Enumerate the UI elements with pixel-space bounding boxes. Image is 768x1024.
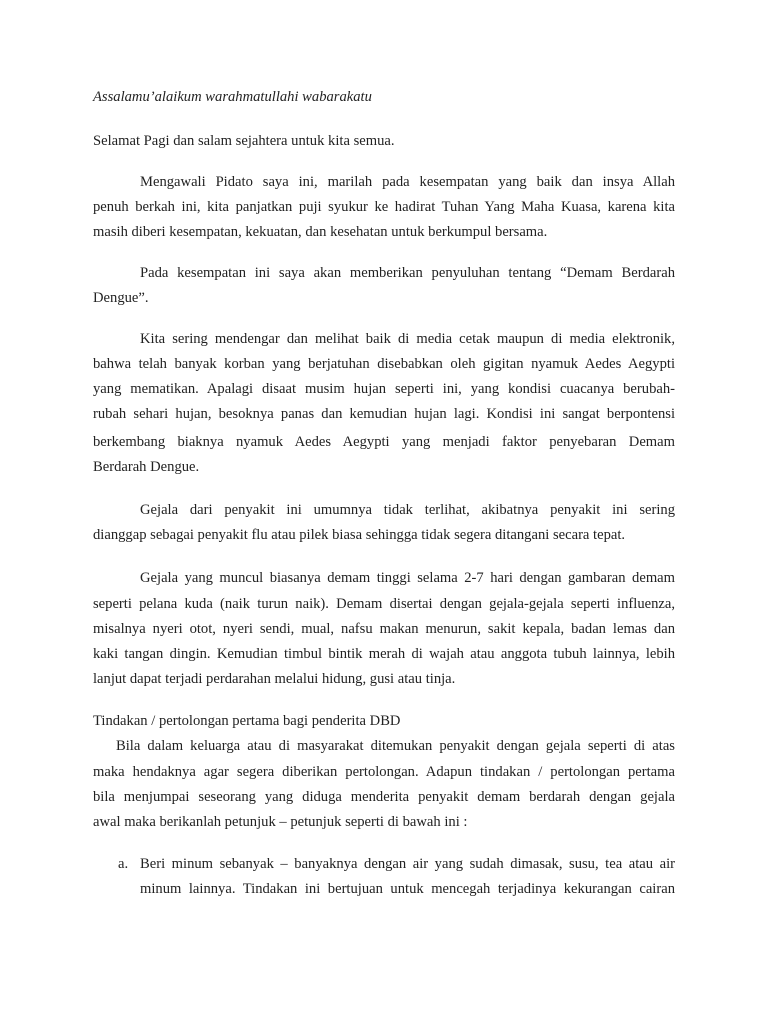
paragraph-4-line: Gejala dari penyakit ini umumnya tidak terlihat, akibatnya penyakit ini sering [140, 502, 675, 518]
paragraph-3-line: yang mematikan. Apalagi disaat musim hujan seperti ini, yang kondisi cuacanya berubah- [93, 381, 675, 397]
paragraph-6-line: awal maka berikanlah petunjuk – petunjuk seperti di bawah ini : [93, 814, 468, 830]
paragraph-2-line: Pada kesempatan ini saya akan memberikan penyuluhan tentang “Demam Berdarah [140, 265, 675, 281]
greeting: Assalamu’alaikum warahmatullahi wabarakatu [93, 89, 372, 105]
paragraph-5-line: lanjut dapat terjadi perdarahan melalui hidung, gusi atau tinja. [93, 671, 456, 687]
list-item-label: a. [118, 856, 129, 872]
paragraph-3-line: Berdarah Dengue. [93, 459, 200, 475]
paragraph-5-line: seperti pelana kuda (naik turun naik). Demam disertai dengan gejala-gejala seperti influenza, [93, 596, 675, 612]
paragraph-3-line: bahwa telah banyak korban yang berjatuhan disebabkan oleh gigitan nyamuk Aedes Aegypti [93, 356, 675, 372]
paragraph-6-line: Bila dalam keluarga atau di masyarakat ditemukan penyakit dengan gejala seperti di atas [116, 738, 675, 754]
paragraph-1-line: masih diberi kesempatan, kekuatan, dan kesehatan untuk berkumpul bersama. [93, 224, 548, 240]
paragraph-2-line: Dengue”. [93, 290, 149, 306]
salutation: Selamat Pagi dan salam sejahtera untuk kita semua. [93, 133, 395, 149]
paragraph-5-line: Gejala yang muncul biasanya demam tinggi selama 2-7 hari dengan gambaran demam [140, 570, 675, 586]
paragraph-1-line: Mengawali Pidato saya ini, marilah pada kesempatan yang baik dan insya Allah [140, 174, 675, 190]
paragraph-6-line: bila menjumpai seseorang yang diduga menderita penyakit demam berdarah dengan gejala [93, 789, 675, 805]
paragraph-5-line: misalnya nyeri otot, nyeri sendi, mual, nafsu makan menurun, sakit kepala, badan lemas dan [93, 621, 675, 637]
section-heading: Tindakan / pertolongan pertama bagi penderita DBD [93, 713, 401, 729]
paragraph-5-line: kaki tangan dingin. Kemudian timbul bintik merah di wajah atau anggota tubuh lainnya, lebih [93, 646, 675, 662]
paragraph-6-line: maka hendaknya agar segera diberikan pertolongan. Adapun tindakan / pertolongan pertama [93, 764, 675, 780]
paragraph-4-line: dianggap sebagai penyakit flu atau pilek biasa sehingga tidak segera ditangani secara tepat. [93, 527, 626, 543]
paragraph-3-line: rubah sehari hujan, besoknya panas dan kemudian hujan lagi. Kondisi ini sangat berpontensi [93, 406, 675, 422]
list-item-line: minum lainnya. Tindakan ini bertujuan untuk mencegah terjadinya kekurangan cairan [140, 881, 675, 897]
paragraph-1-line: penuh berkah ini, kita panjatkan puji syukur ke hadirat Tuhan Yang Maha Kuasa, karena kita [93, 199, 675, 215]
paragraph-3-line: berkembang biaknya nyamuk Aedes Aegypti yang menjadi faktor penyebaran Demam [93, 434, 675, 450]
document-page [93, 0, 675, 1024]
list-item-line: Beri minum sebanyak – banyaknya dengan air yang sudah dimasak, susu, tea atau air [140, 856, 675, 872]
paragraph-3-line: Kita sering mendengar dan melihat baik di media cetak maupun di media elektronik, [140, 331, 675, 347]
